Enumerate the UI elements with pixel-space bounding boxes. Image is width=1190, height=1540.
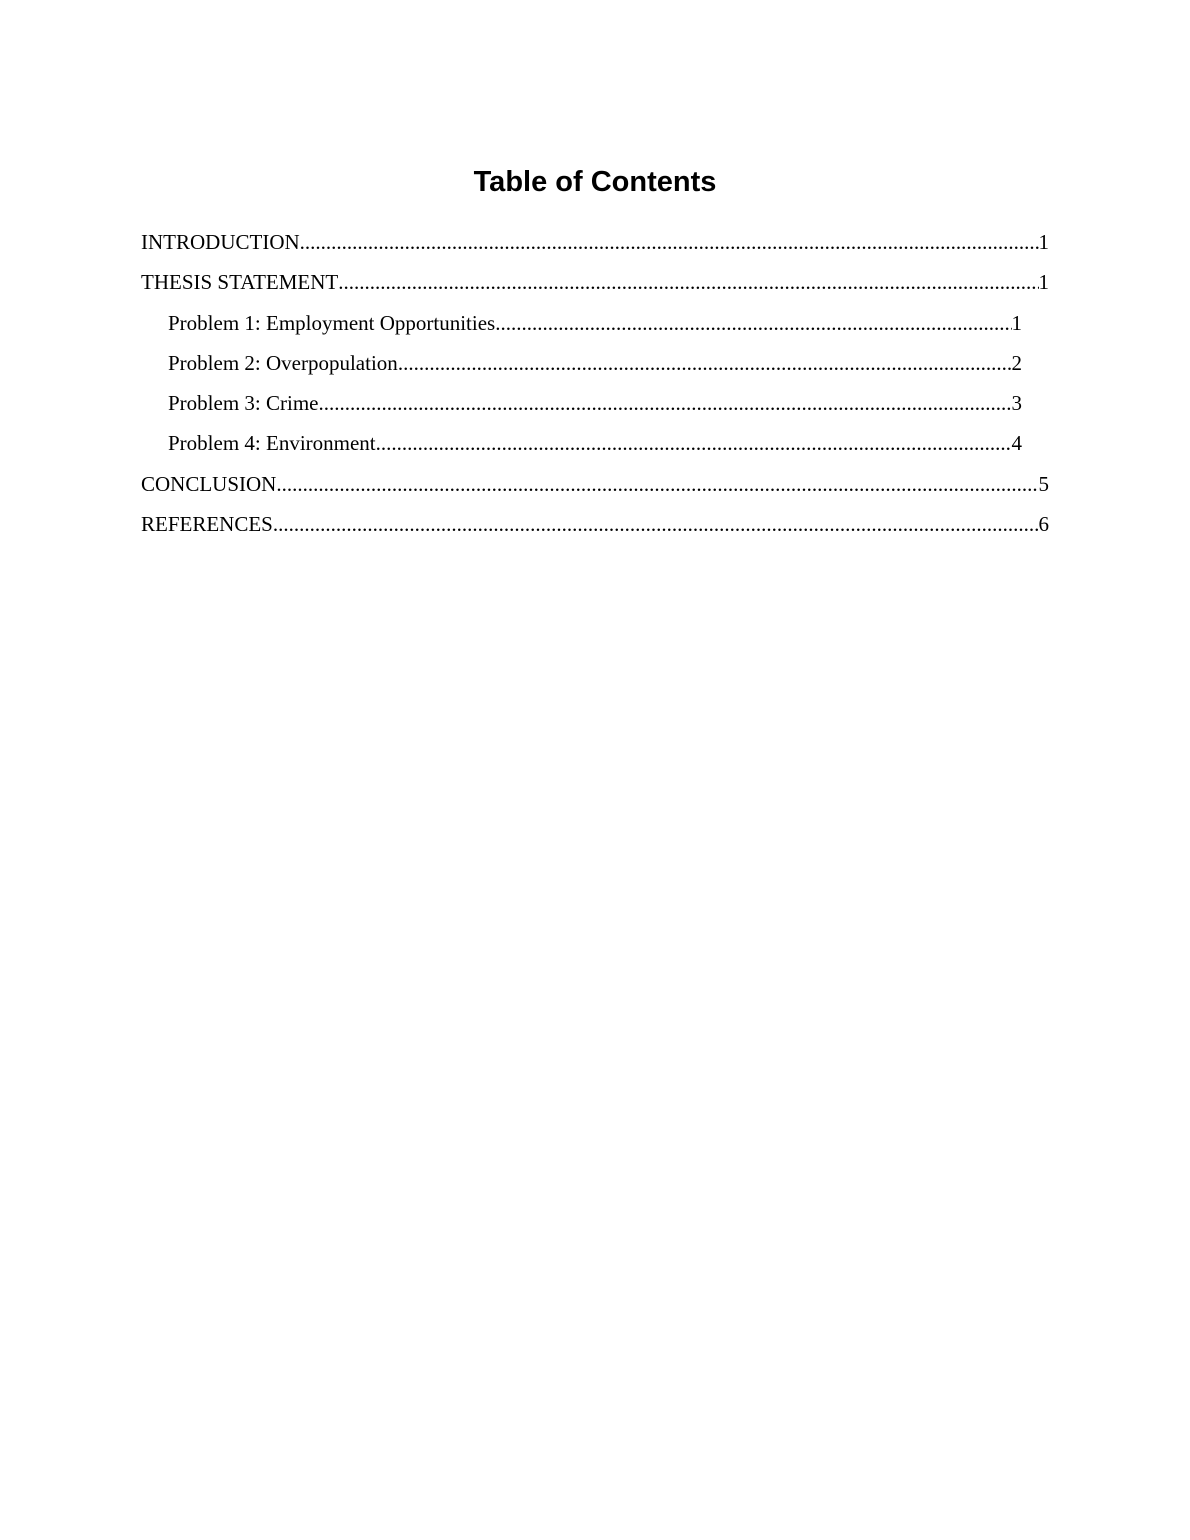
toc-entry-page-number: 4: [1011, 431, 1022, 455]
toc-entry-introduction[interactable]: [141, 222, 1049, 262]
toc-title: Table of Contents: [473, 166, 717, 198]
toc-entry-label: Problem 3: Crime: [168, 391, 319, 415]
toc-entry-page-number: 1: [1038, 230, 1049, 254]
toc-entry-label: THESIS STATEMENT: [141, 270, 339, 294]
toc-dot-leader: [319, 383, 1012, 423]
toc-dot-leader: [338, 262, 1038, 302]
toc-entry-thesis-statement[interactable]: [141, 262, 1049, 302]
toc-entry-problem-2[interactable]: [168, 343, 1022, 383]
toc-entry-label: Problem 1: Employment Opportunities: [168, 311, 496, 335]
toc-dot-leader: [273, 504, 1039, 544]
toc-dot-leader: [398, 343, 1012, 383]
toc-dot-leader: [300, 222, 1039, 262]
toc-entry-label: CONCLUSION: [141, 472, 277, 496]
toc-entry-conclusion[interactable]: [141, 464, 1049, 504]
toc-entry-label: INTRODUCTION: [141, 230, 300, 254]
toc-entry-problem-1[interactable]: [168, 303, 1022, 343]
toc-dot-leader: [376, 423, 1012, 463]
toc-dot-leader: [276, 464, 1038, 504]
toc-entry-problem-3[interactable]: [168, 383, 1022, 423]
toc-dot-leader: [495, 303, 1011, 343]
toc-entry-references[interactable]: [141, 504, 1049, 544]
toc-entry-label: Problem 4: Environment: [168, 431, 376, 455]
toc-entry-page-number: 2: [1011, 351, 1022, 375]
toc-entry-page-number: 6: [1038, 512, 1049, 536]
toc-entry-page-number: 1: [1038, 270, 1049, 294]
toc-entry-label: REFERENCES: [141, 512, 273, 536]
toc-entry-problem-4[interactable]: [168, 423, 1022, 463]
toc-entry-page-number: 1: [1011, 311, 1022, 335]
toc-entry-page-number: 3: [1011, 391, 1022, 415]
toc-entry-label: Problem 2: Overpopulation: [168, 351, 398, 375]
toc-entry-page-number: 5: [1038, 472, 1049, 496]
